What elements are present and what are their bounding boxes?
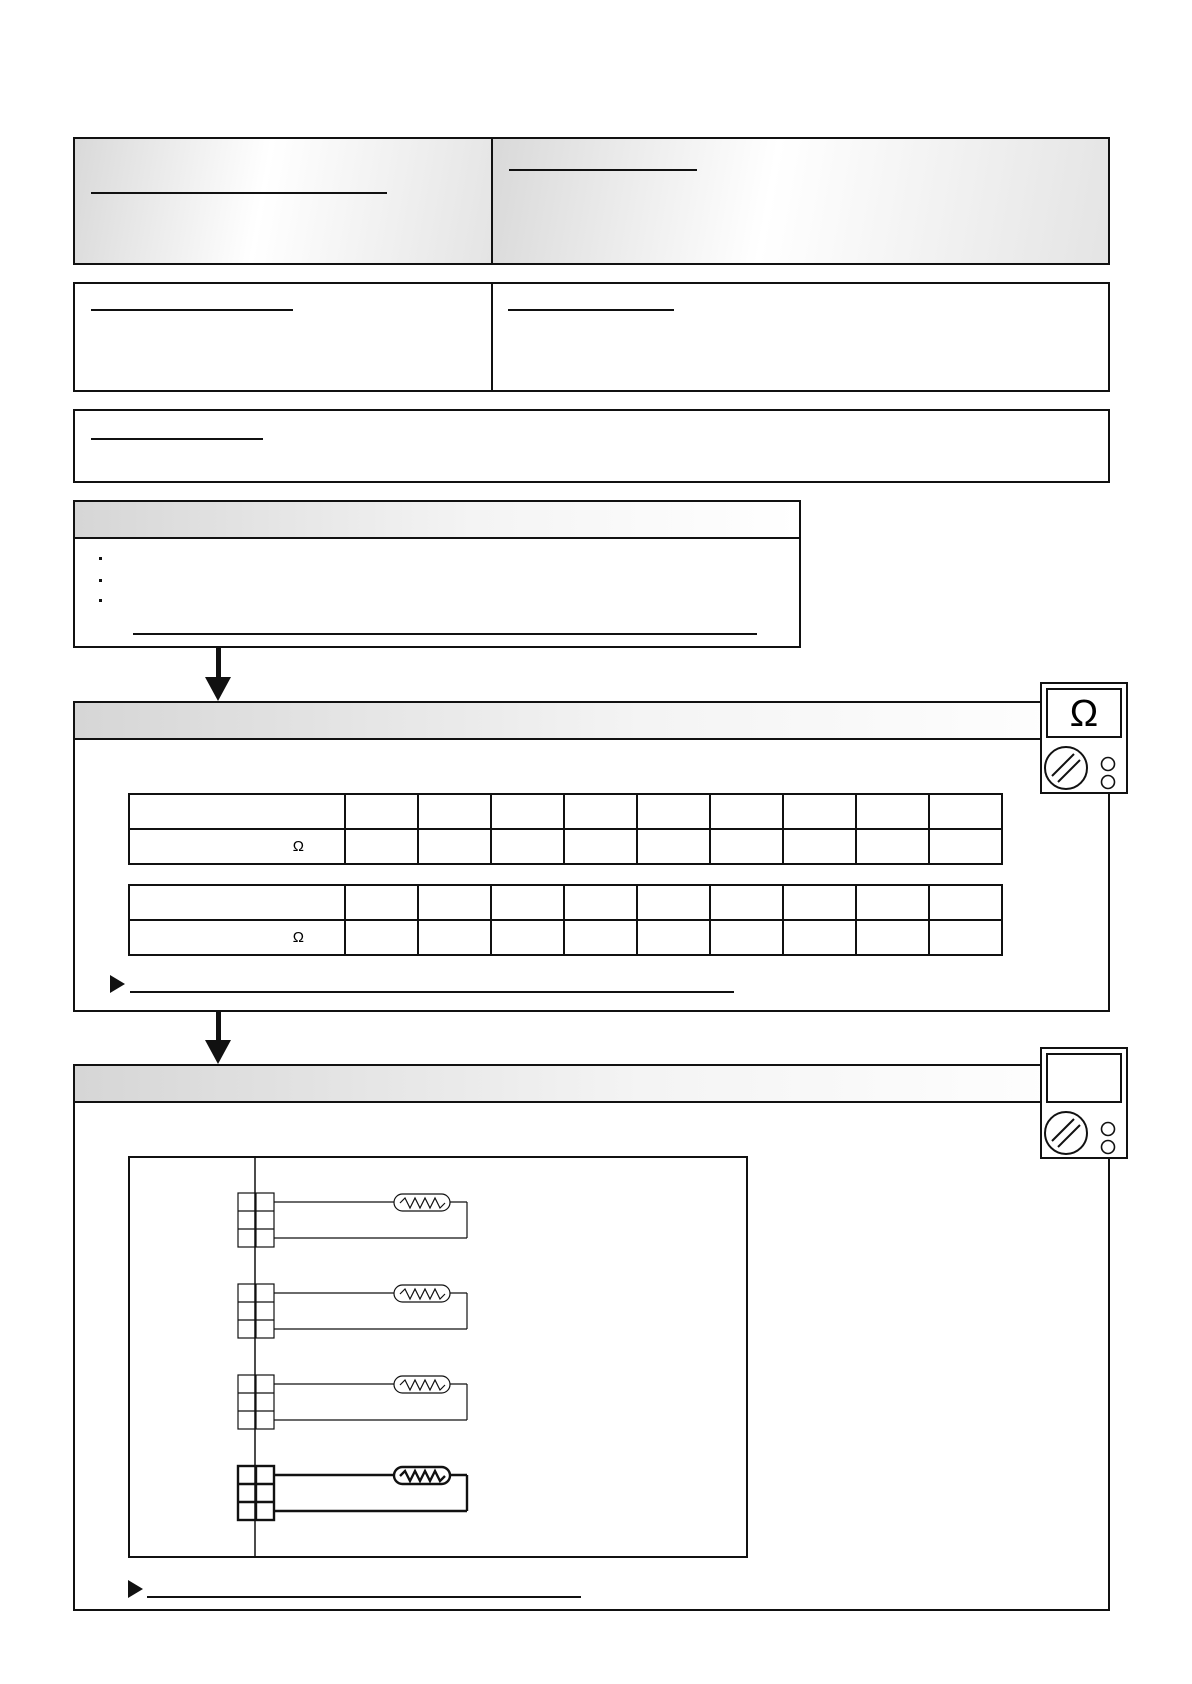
- table-cell: [856, 885, 929, 920]
- resistance-table-2: [128, 884, 1003, 956]
- header-left-panel: [73, 137, 494, 265]
- step1-panel: [73, 701, 1110, 1012]
- meter-dial-icon: [1042, 684, 1130, 796]
- pointer-triangle-icon: [128, 1580, 143, 1598]
- table-value-row: [129, 920, 1002, 955]
- sensor-circuit-1: [238, 1193, 467, 1247]
- flow-arrow-shaft: [216, 648, 221, 678]
- table-value-row: [129, 829, 1002, 864]
- table-cell: [710, 829, 783, 864]
- multimeter-icon: [1040, 1047, 1128, 1159]
- bullet: [99, 579, 102, 582]
- notes-panel: [73, 409, 1110, 483]
- precheck-underline: [133, 633, 757, 635]
- step2-panel: [73, 1064, 1110, 1611]
- table-cell: [637, 829, 710, 864]
- table-cell: [929, 885, 1002, 920]
- table-cell: [345, 794, 418, 829]
- table-cell: [491, 829, 564, 864]
- table-cell: [929, 920, 1002, 955]
- header-right-underline: [509, 169, 697, 171]
- table-cell: [418, 794, 491, 829]
- meter-display: Ω: [1046, 688, 1122, 738]
- flow-arrow-head: [205, 677, 231, 701]
- resistance-unit-label: Ω: [129, 829, 345, 864]
- table-cell: [564, 920, 637, 955]
- resistance-unit-label: Ω: [129, 920, 345, 955]
- table-label-cell: [129, 885, 345, 920]
- meter-dial-icon: [1042, 1049, 1130, 1161]
- table-cell: [929, 829, 1002, 864]
- info-left-panel: [73, 282, 494, 392]
- precheck-panel: [73, 500, 801, 648]
- flow-arrow-head: [205, 1040, 231, 1064]
- table-cell: [345, 920, 418, 955]
- table-cell: [783, 794, 856, 829]
- table-header-row: [129, 794, 1002, 829]
- table-cell: [856, 794, 929, 829]
- table-cell: [491, 885, 564, 920]
- table-cell: [564, 794, 637, 829]
- notes-underline: [91, 438, 263, 440]
- sensor-circuit-2: [238, 1284, 467, 1338]
- table-cell: [491, 920, 564, 955]
- flow-arrow-shaft: [216, 1011, 221, 1041]
- table-cell: [783, 885, 856, 920]
- table-cell: [418, 829, 491, 864]
- header-left-underline: [91, 192, 387, 194]
- step1-result-underline: [130, 991, 734, 993]
- info-right-underline: [508, 309, 674, 311]
- ohmmeter-icon: [1040, 682, 1128, 794]
- table-cell: [418, 885, 491, 920]
- sensor-wiring-diagram: [128, 1156, 748, 1558]
- table-cell: [564, 829, 637, 864]
- table-label-cell: [129, 794, 345, 829]
- table-cell: [637, 920, 710, 955]
- table-cell: [710, 920, 783, 955]
- precheck-header-bar: [75, 502, 799, 539]
- table-cell: [491, 794, 564, 829]
- bullet: [99, 599, 102, 602]
- table-cell: [929, 794, 1002, 829]
- sensor-circuit-3: [238, 1375, 467, 1429]
- table-cell: [710, 885, 783, 920]
- table-cell: [418, 920, 491, 955]
- table-cell: [783, 829, 856, 864]
- table-header-row: [129, 885, 1002, 920]
- table-cell: [345, 885, 418, 920]
- step1-header-bar: [75, 703, 1108, 740]
- table-cell: [345, 829, 418, 864]
- table-cell: [637, 885, 710, 920]
- resistance-table-1: [128, 793, 1003, 865]
- sensor-circuit-4: [238, 1466, 467, 1520]
- table-cell: [856, 920, 929, 955]
- table-cell: [637, 794, 710, 829]
- table-cell: [564, 885, 637, 920]
- table-cell: [856, 829, 929, 864]
- bullet: [99, 557, 102, 560]
- header-right-panel: [491, 137, 1110, 265]
- step2-result-underline: [147, 1596, 581, 1598]
- info-right-panel: [491, 282, 1110, 392]
- table-cell: [710, 794, 783, 829]
- table-cell: [783, 920, 856, 955]
- step2-header-bar: [75, 1066, 1108, 1103]
- info-left-underline: [91, 309, 293, 311]
- wiring-diagram-svg: [128, 1156, 748, 1558]
- pointer-triangle-icon: [110, 975, 125, 993]
